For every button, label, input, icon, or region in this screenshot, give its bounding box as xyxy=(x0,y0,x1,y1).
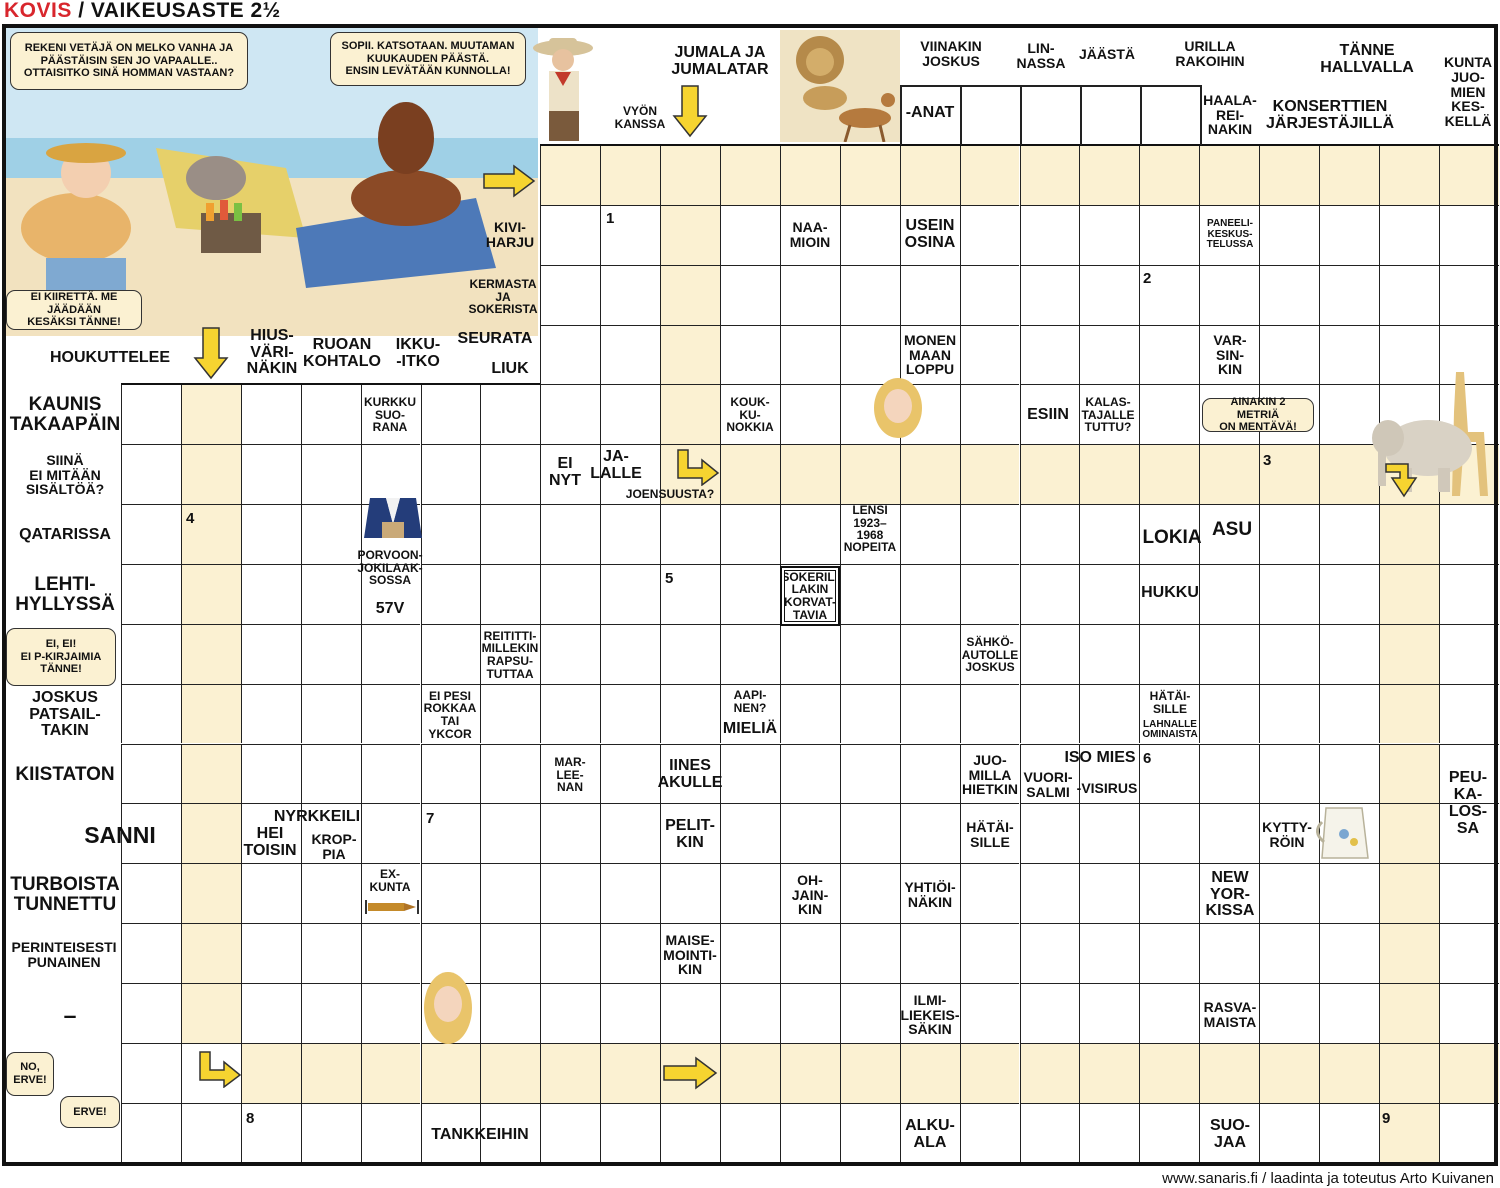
clue-einyt: EI NYT xyxy=(549,455,581,489)
clue-number: 1 xyxy=(606,210,615,227)
clue-ikku: IKKU- -ITKO xyxy=(395,336,441,370)
clue-vyon: VYÖN KANSSA xyxy=(614,103,666,131)
clue-sahko: SÄHKÖ- AUTOLLE JOSKUS xyxy=(961,635,1019,675)
speech-bubble: EI KIIRETTÄ. ME JÄÄDÄÄN KESÄKSI TÄNNE! xyxy=(6,290,142,330)
clue-varsin: VAR- SIN- KIN xyxy=(1213,331,1247,378)
clue-number: 9 xyxy=(1382,1110,1391,1127)
clue-jalle: JA- LALLE xyxy=(590,448,642,482)
clue-exkunta: EX- KUNTA xyxy=(369,867,411,894)
clue-anat: -ANAT xyxy=(905,103,955,121)
clue-juomilla: JUO- MILLA HIETKIN xyxy=(962,751,1018,798)
clue-kiistaton: KIISTATON xyxy=(15,764,115,786)
clue-linnassa: LIN- NASSA xyxy=(1016,40,1066,71)
clue-jumala: JUMALA JA JUMALATAR xyxy=(671,44,769,78)
clue-mielia: MIELIÄ xyxy=(722,719,778,737)
clue-lokia: LOKIA xyxy=(1142,527,1202,549)
clue-marlee: MAR- LEE- NAN xyxy=(554,755,586,795)
clue-esiin: ESIIN xyxy=(1027,405,1069,423)
clue-haala: HAALA- REI- NAKIN xyxy=(1203,91,1257,138)
clue-joskus: JOSKUS PATSAIL- TAKIN xyxy=(29,688,101,740)
clue-sokeri: SOKERIL- LAKIN KORVAT- TAVIA xyxy=(781,569,839,622)
clue-porvoo: PORVOON- JOKILAAK- SOSSA xyxy=(357,548,423,588)
speech-bubble: REKENI VETÄJÄ ON MELKO VANHA JA PÄÄSTÄISIN SEN JO VAPAALLE.. OTTAISITKO SINÄ HOMMAN VASTAAN? xyxy=(10,32,248,90)
clue-sanni: SANNI xyxy=(84,821,156,848)
clue-hukku: HUKKU xyxy=(1141,583,1199,601)
clue-hei: HEI TOISIN xyxy=(243,825,297,859)
puzzle-frame xyxy=(2,24,1498,1166)
clue-maise: MAISE- MOINTI- KIN xyxy=(663,931,717,978)
clue-paneeli: PANEELI- KESKUS- TELUSSA xyxy=(1206,218,1254,251)
clue-lensi: LENSI 1923–1968 xyxy=(852,503,888,543)
clue-krop: KROP- PIA xyxy=(311,831,357,862)
clue-number: 7 xyxy=(426,810,435,827)
clue-visirus: -VISIRUS xyxy=(1076,779,1138,796)
clue-koukku: KOUK- KU- NOKKIA xyxy=(726,395,774,435)
clue-nopeita: NOPEITA xyxy=(843,539,897,554)
clue-ohjain: OH- JAIN- KIN xyxy=(791,871,829,918)
clue-reititti: REITITTI- MILLEKIN RAPSU- TUTTAA xyxy=(481,628,539,681)
clue-dash: – xyxy=(63,1001,77,1028)
clue-number: 4 xyxy=(186,510,195,527)
clue-nyrkk: NYRKKEILI xyxy=(273,807,361,825)
clue-lehti: LEHTI- HYLLYSSÄ xyxy=(15,574,115,615)
difficulty-label: / VAIKEUSASTE 2½ xyxy=(71,0,281,22)
clue-number: 3 xyxy=(1263,452,1272,469)
clue-usein: USEIN OSINA xyxy=(904,217,956,251)
clue-monen: MONEN MAAN LOPPU xyxy=(903,331,957,378)
clue-hatai2: HÄTÄI- SILLE xyxy=(966,819,1014,850)
clue-konsert: KONSERTTIEN JÄRJESTÄJILLÄ xyxy=(1265,98,1395,132)
clue-alku: ALKU- ALA xyxy=(905,1117,955,1151)
clue-eipesi: EI PESI ROKKAA TAI YKCOR xyxy=(423,688,477,741)
clue-number: 2 xyxy=(1143,270,1152,287)
clue-ilmi: ILMI- LIEKEIS- SÄKIN xyxy=(900,991,960,1038)
clue-houkut: HOUKUTTELEE xyxy=(50,348,170,366)
clue-naamioin: NAA- MIOIN xyxy=(789,219,831,250)
clue-kytty: KYTTY- RÖIN xyxy=(1262,819,1312,850)
clue-lahna: LAHNALLE OMINAISTA xyxy=(1142,718,1198,740)
clue-liuk: LIUK xyxy=(491,359,529,377)
clue-siina: SIINÄ EI MITÄÄN SISÄLTÖÄ? xyxy=(25,451,105,498)
clue-iines: IINES AKULLE xyxy=(657,757,723,791)
clue-hatai1: HÄTÄI- SILLE xyxy=(1149,689,1191,716)
clue-kurkku: KURKKU SUO- RANA xyxy=(364,395,416,435)
clue-suo: SUO- JAA xyxy=(1210,1117,1250,1151)
clue-peuka: PEU- KA- LOS- SA xyxy=(1448,769,1488,837)
clue-vuori: VUORI- SALMI xyxy=(1023,769,1073,800)
clue-number: 6 xyxy=(1143,750,1152,767)
clue-tankk: TANKKEIHIN xyxy=(431,1125,529,1143)
clue-kermasta: KERMASTA JA SOKERISTA xyxy=(468,277,538,317)
clue-jaasta: JÄÄSTÄ xyxy=(1078,45,1135,62)
clue-ruoan: RUOAN KOHTALO xyxy=(303,336,381,370)
clue-urilla: URILLA RAKOIHIN xyxy=(1175,38,1245,69)
clue-newyork: NEW YOR- KISSA xyxy=(1205,868,1255,920)
clue-number: 8 xyxy=(246,1110,255,1127)
clue-joens: JOENSUUSTA? xyxy=(625,486,715,501)
clue-rasva: RASVA- MAISTA xyxy=(1203,999,1257,1030)
speech-bubble: ERVE! xyxy=(60,1096,120,1128)
clue-yhtioi: YHTIÖI- NÄKIN xyxy=(904,879,956,910)
speech-bubble: NO, ERVE! xyxy=(6,1052,54,1096)
clue-number: 5 xyxy=(665,570,674,587)
credit-footer: www.sanaris.fi / laadinta ja toteutus Arto Kuivanen xyxy=(1162,1170,1494,1187)
clue-57v: 57V xyxy=(375,599,405,617)
clue-kaunis: KAUNIS TAKAAPÄIN xyxy=(9,394,121,435)
speech-bubble: SOPII. KATSOTAAN. MUUTAMAN KUUKAUDEN PÄÄSTÄ. ENSIN LEVÄTÄÄN KUNNOLLA! xyxy=(330,32,526,86)
brand-label: KOVIS xyxy=(4,0,72,22)
speech-bubble: AINAKIN 2 METRIÄ ON MENTÄVÄ! xyxy=(1202,398,1314,432)
clue-tanne: TÄNNE HALLVALLA xyxy=(1320,42,1414,76)
clue-isomies: ISO MIES xyxy=(1064,748,1136,766)
clue-kivi: KIVI- HARJU xyxy=(485,219,535,250)
clue-qatar: QATARISSA xyxy=(19,525,111,543)
clue-hius: HIUS- VÄRI- NÄKIN xyxy=(246,326,298,378)
clue-turbo: TURBOISTA TUNNETTU xyxy=(10,874,120,915)
clue-asu: ASU xyxy=(1211,519,1253,541)
clue-kunta: KUNTA JUO- MIEN KES- KELLÄ xyxy=(1444,54,1492,130)
clue-kalas: KALAS- TAJALLE TUTTU? xyxy=(1081,395,1135,435)
clue-aapi: AAPI- NEN? xyxy=(733,688,767,715)
clue-pelit: PELIT- KIN xyxy=(665,817,715,851)
speech-bubble: EI, EI! EI P-KIRJAIMIA TÄNNE! xyxy=(6,628,116,686)
clue-perint: PERINTEISESTI PUNAINEN xyxy=(11,939,117,970)
clue-seurata: SEURATA xyxy=(457,329,533,347)
clue-viinakin: VIINAKIN JOSKUS xyxy=(920,38,982,69)
